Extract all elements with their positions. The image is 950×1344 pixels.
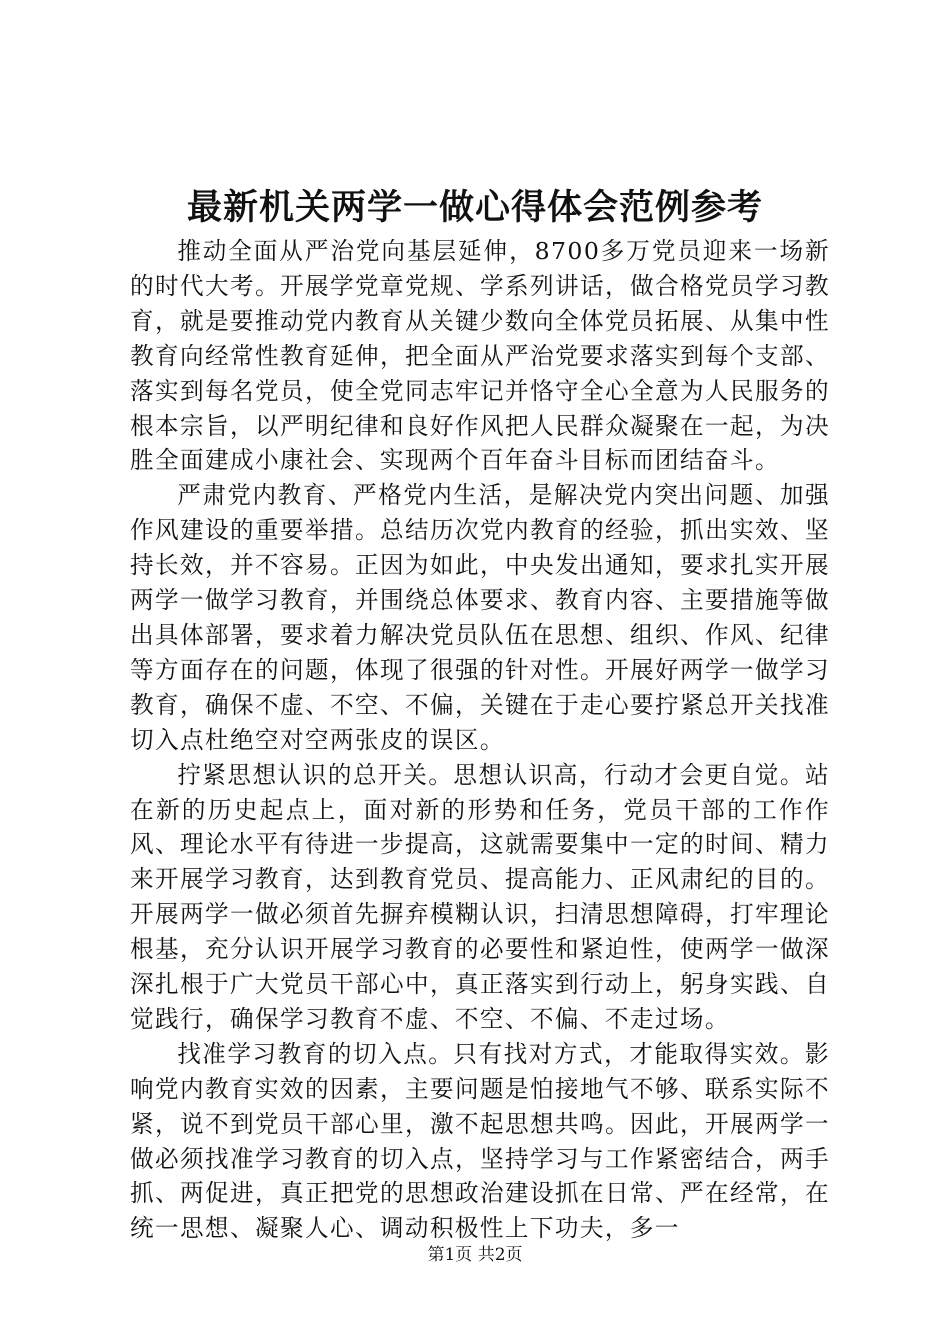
paragraph-1: 推动全面从严治党向基层延伸，8700多万党员迎来一场新的时代大考。开展学党章党规、学系列讲话，做合格党员学习教育，就是要推动党内教育从关键少数向全体党员拓展、从集中性教育向经常性教育延伸，把全面从严治党要求落实到每个支部、落实到每名党员，使全党同志牢记并恪守全心全意为人民服务的根本宗旨，以严明纪律和良好作风把人民群众凝聚在一起，为决胜全面建成小康社会、实现两个百年奋斗目标而团结奋斗。: [130, 237, 830, 475]
paragraph-2: 严肃党内教育、严格党内生活，是解决党内突出问题、加强作风建设的重要举措。总结历次党内教育的经验，抓出实效、坚持长效，并不容易。正因为如此，中央发出通知，要求扎实开展两学一做学习教育，并围绕总体要求、教育内容、主要措施等做出具体部署，要求着力解决党员队伍在思想、组织、作风、纪律等方面存在的问题，体现了很强的针对性。开展好两学一做学习教育，确保不虚、不空、不偏，关键在于走心要拧紧总开关找准切入点杜绝空对空两张皮的误区。: [130, 481, 830, 754]
paragraph-4: 找准学习教育的切入点。只有找对方式，才能取得实效。影响党内教育实效的因素，主要问题是怕接地气不够、联系实际不紧，说不到党员干部心里，激不起思想共鸣。因此，开展两学一做必须找准学习教育的切入点，坚持学习与工作紧密结合，两手抓、两促进，真正把党的思想政治建设抓在日常、严在经常，在统一思想、凝聚人心、调动积极性上下功夫，多一: [130, 1039, 830, 1243]
page-number-footer: 第1页 共2页: [427, 1245, 523, 1265]
paragraph-3: 拧紧思想认识的总开关。思想认识高，行动才会更自觉。站在新的历史起点上，面对新的形势和任务，党员干部的工作作风、理论水平有待进一步提高，这就需要集中一定的时间、精力来开展学习教育，达到教育党员、提高能力、正风肃纪的目的。开展两学一做必须首先摒弃模糊认识，扫清思想障碍，打牢理论根基，充分认识开展学习教育的必要性和紧迫性，使两学一做深深扎根于广大党员干部心中，真正落实到行动上，躬身实践、自觉践行，确保学习教育不虚、不空、不偏、不走过场。: [130, 760, 830, 1033]
document-title: 最新机关两学一做心得体会范例参考: [186, 188, 763, 228]
document-body: [130, 234, 830, 1246]
